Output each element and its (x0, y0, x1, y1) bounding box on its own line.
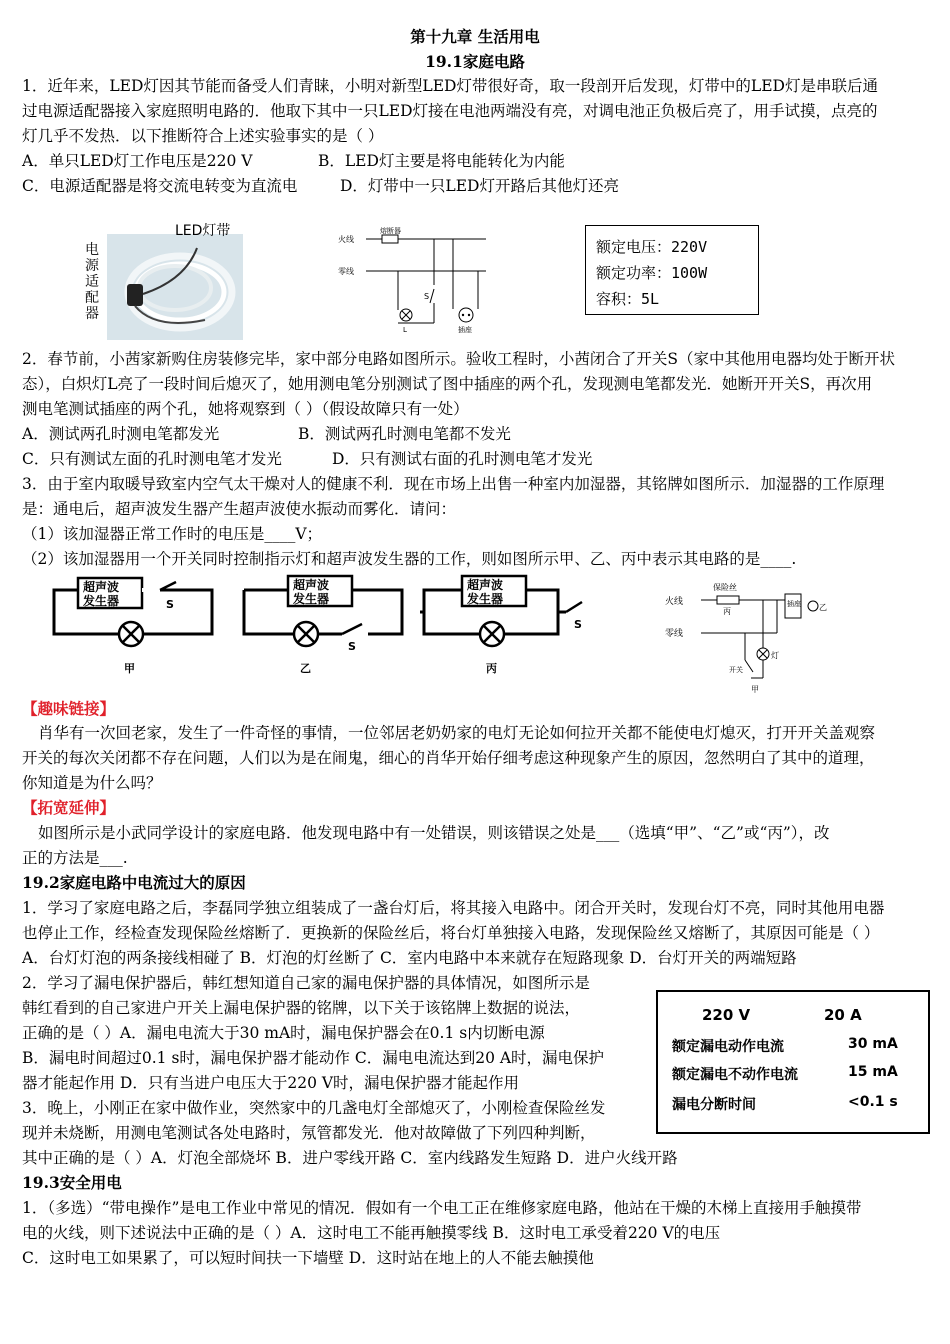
s2-q3-text: 现并未烧断，用测电笔测试各处电路时，氖管都发光．他对故障做了下列四种判断， (22, 1124, 596, 1142)
s2-q1-options: A．台灯灯泡的两条接线相碰了 B．灯泡的灯丝断了 C．室内电路中本来就存在短路现象 D．台灯开关的两端短路 (22, 949, 797, 967)
q2-option-c: C．只有测试左面的孔时测电笔才发光 (22, 450, 282, 468)
circuit-bing (418, 572, 593, 682)
fun-link-text: 肖华有一次回老家，发生了一件奇怪的事情，一位邻居老奶奶家的电灯无论如何拉开关都不能使电灯熄灭，打开开关盖观察 (38, 724, 876, 742)
nameplate-rated-nonaction-label: 额定漏电不动作电流 (672, 1067, 798, 1083)
q1-option-a: A．单只LED灯工作电压是220 V (22, 152, 253, 170)
label-fire-line: 火线 (665, 597, 684, 607)
extension-heading: 【拓宽延伸】 (22, 798, 116, 817)
q2-option-a: A．测试两孔时测电笔都发光 (22, 425, 220, 443)
label-fuse: 保险丝 (713, 583, 737, 592)
circuit-label-bing: 丙 (486, 662, 497, 675)
chapter-title: 第十九章 生活用电 (410, 27, 540, 46)
generator-label: 超声波 (467, 578, 504, 592)
s2-q2-text: 韩红看到的自己家进户开关上漏电保护器的铭牌，以下关于该铭牌上数据的说法， (22, 999, 581, 1017)
nameplate-power: 额定功率：100W (596, 264, 708, 282)
label-switch: S (424, 292, 430, 301)
label-switch: 开关 (729, 666, 743, 674)
label-jia: 甲 (751, 685, 759, 694)
section-title-19-3: 19.3安全用电 (22, 1173, 122, 1192)
circuit-label-yi: 乙 (300, 662, 311, 675)
switch-label: S (348, 640, 356, 653)
s2-q2-text: 器才能起作用 D．只有当进户电压大于220 V时，漏电保护器才能起作用 (22, 1074, 520, 1092)
s2-q3-text: 3．晚上，小刚正在家中做作业，突然家中的几盏电灯全部熄灭了，小刚检查保险丝发 (22, 1099, 606, 1117)
q1-text: 1．近年来，LED灯因其节能而备受人们青睐，小明对新型LED灯带很好奇，取一段剖开后发现，灯带中的LED灯是串联后通 (22, 77, 878, 95)
extension-text: 如图所示是小武同学设计的家庭电路．他发现电路中有一处错误，则该错误之处是___（选填“甲”、“乙”或“丙”），改 (38, 824, 830, 842)
label-bing: 丙 (723, 607, 731, 616)
q1-option-b: B．LED灯主要是将电能转化为内能 (318, 152, 565, 170)
s2-q3-text: 其中正确的是（ ）A．灯泡全部烧坏 B．进户零线开路 C．室内线路发生短路 D．进户火线开路 (22, 1149, 678, 1167)
s2-q1-text: 1．学习了家庭电路之后，李磊同学独立组装成了一盏台灯后，将其接入电路中。闭合开关时，发现台灯不亮，同时其他用电器 (22, 899, 885, 917)
q1-option-c: C．电源适配器是将交流电转变为直流电 (22, 177, 298, 195)
q2-text: 态），白炽灯L亮了一段时间后熄灭了，她用测电笔分别测试了图中插座的两个孔，发现测电笔都发光．她断开开关S，再次用 (22, 375, 873, 393)
s2-q1-text: 也停止工作，经检查发现保险丝熔断了．更换新的保险丝后，将台灯单独接入电路，发现保险丝又熔断了，其原因可能是（ ） (22, 924, 880, 942)
switch-label: S (574, 618, 582, 631)
switch-label: S (166, 598, 174, 611)
q2-option-d: D．只有测试右面的孔时测电笔才发光 (332, 450, 593, 468)
photo-label-led: LED灯带 (175, 223, 231, 239)
circuit-yi (238, 572, 408, 682)
nameplate-voltage: 额定电压：220V (596, 238, 708, 256)
s2-q2-text: 2．学习了漏电保护器后，韩红想知道自己家的漏电保护器的具体情况，如图所示是 (22, 974, 590, 992)
s2-q2-text: 正确的是（ ）A．漏电电流大于30 mA时，漏电保护器会在0.1 s内切断电源 (22, 1024, 545, 1042)
nameplate-voltage: 220 V (702, 1006, 751, 1024)
generator-label: 超声波 (83, 580, 120, 594)
s2-q2-text: B．漏电时间超过0.1 s时，漏电保护器才能动作 C．漏电电流达到20 A时，漏电保护 (22, 1049, 605, 1067)
q3-text: 是：通电后，超声波发生器产生超声波使水振动而雾化．请问： (22, 500, 457, 518)
leakage-protector-nameplate (656, 990, 930, 1134)
nameplate-current: 20 A (824, 1006, 862, 1024)
label-lamp: L (403, 326, 407, 334)
q1-text: 灯几乎不发热．以下推断符合上述实验事实的是（ ） (22, 127, 384, 145)
q2-text: 2．春节前，小茜家新购住房装修完毕，家中部分电路如图所示。验收工程时，小茜闭合了开关S（家中其他用电器均处于断开状 (22, 350, 895, 368)
section-title-19-1: 19.1家庭电路 (425, 52, 525, 71)
fun-link-heading: 【趣味链接】 (22, 699, 116, 718)
s3-q1-text: 1．（多选）“带电操作”是电工作业中常见的情况．假如有一个电工正在维修家庭电路，他站在干燥的木梯上直接用手触摸带 (22, 1199, 862, 1217)
q2-text: 测电笔测试插座的两个孔，她将观察到（ ）（假设故障只有一处） (22, 400, 469, 418)
label-zero-line: 零线 (665, 629, 684, 639)
nameplate-rated-action-label: 额定漏电动作电流 (672, 1039, 784, 1055)
label-zero-line: 零线 (338, 267, 354, 276)
generator-label: 发生器 (467, 592, 504, 606)
q1-option-d: D．灯带中一只LED灯开路后其他灯还亮 (340, 177, 619, 195)
nameplate-volume: 容积：5L (596, 290, 660, 308)
generator-label: 超声波 (293, 578, 330, 592)
label-yi: 乙 (819, 603, 827, 612)
s3-q1-text: 电的火线，则下述说法中正确的是（ ）A．这时电工不能再触摸零线 B．这时电工承受着220 V的电压 (22, 1224, 721, 1242)
circuit-jia (48, 572, 218, 677)
circuit-label-jia: 甲 (124, 662, 135, 675)
label-fire-line: 火线 (338, 235, 354, 244)
fun-link-text: 你知道是为什么吗？ (22, 774, 162, 792)
q3-part2: （2）该加湿器用一个开关同时控制指示灯和超声波发生器的工作，则如图所示甲、乙、丙中表示其电路的是____. (22, 550, 797, 568)
nameplate-rated-action-value: 30 mA (848, 1036, 898, 1052)
humidifier-nameplate (585, 225, 759, 315)
q1-text: 过电源适配器接入家庭照明电路的．他取下其中一只LED灯接在电池两端没有亮，对调电池正负极后亮了，用手试摸，点亮的 (22, 102, 878, 120)
label-fuse: 熔断器 (380, 227, 401, 235)
photo-label-adapter: 电源适配器 (85, 242, 99, 322)
q3-text: 3．由于室内取暖导致室内空气太干燥对人的健康不利．现在市场上出售一种室内加湿器，其铭牌如图所示．加湿器的工作原理 (22, 475, 885, 493)
q2-option-b: B．测试两孔时测电笔都不发光 (298, 425, 511, 443)
label-socket: 插座 (787, 600, 801, 608)
circuit-diagram-2 (665, 578, 840, 696)
fun-link-text: 开关的每次关闭都不存在问题，人们以为是在闹鬼，细心的肖华开始仔细考虑这种现象产生的原因，忽然明白了其中的道理， (22, 749, 875, 767)
generator-label: 发生器 (293, 592, 330, 606)
nameplate-rated-nonaction-value: 15 mA (848, 1064, 898, 1080)
generator-label: 发生器 (83, 594, 120, 608)
extension-text: 正的方法是___. (22, 849, 128, 867)
s3-q1-text: C．这时电工如果累了，可以短时间扶一下墙壁 D．这时站在地上的人不能去触摸他 (22, 1249, 594, 1267)
led-strip-photo (85, 220, 245, 342)
section-title-19-2: 19.2家庭电路中电流过大的原因 (22, 873, 246, 892)
nameplate-break-time-label: 漏电分断时间 (672, 1097, 756, 1113)
label-socket: 插座 (458, 326, 472, 334)
nameplate-break-time-value: <0.1 s (848, 1094, 898, 1110)
label-lamp: 灯 (771, 651, 779, 660)
q3-part1: （1）该加湿器正常工作时的电压是____V； (22, 525, 323, 543)
circuit-diagram-1 (338, 225, 488, 335)
